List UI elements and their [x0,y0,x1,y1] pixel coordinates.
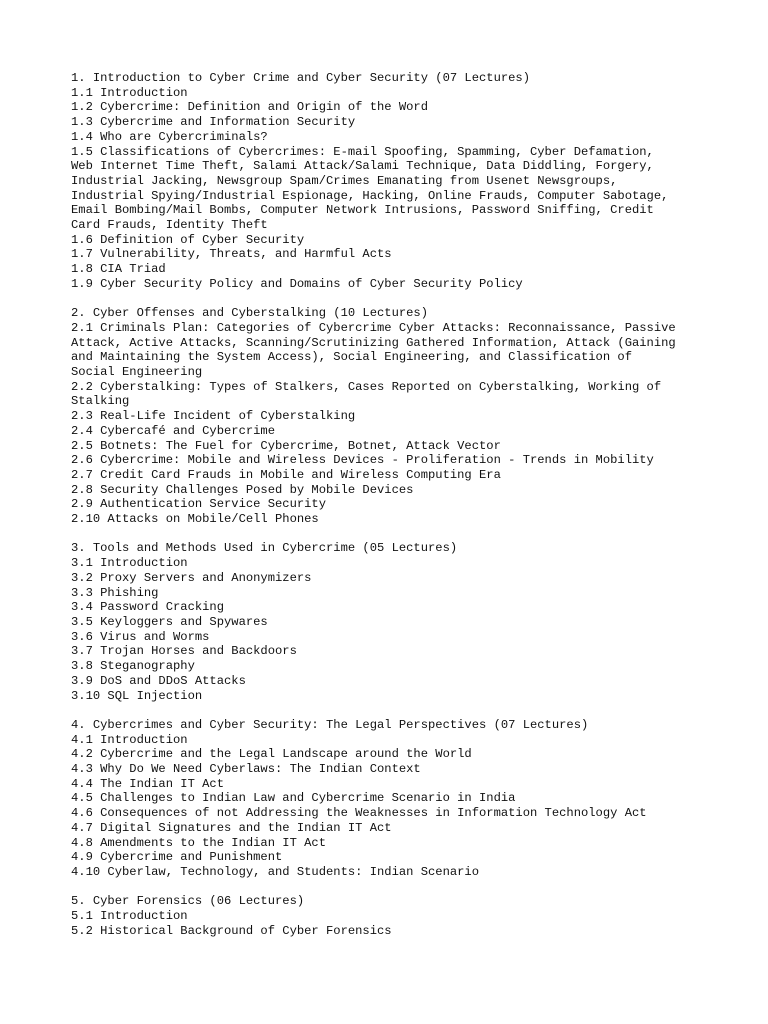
section-line: 1.3 Cybercrime and Information Security [71,115,356,130]
section-line: 3.2 Proxy Servers and Anonymizers [71,570,312,585]
section-line: 2.8 Security Challenges Posed by Mobile Devices [71,482,414,497]
section-line: 2.5 Botnets: The Fuel for Cybercrime, Botnet, Attack Vector [71,438,501,453]
section-line: 2.1 Criminals Plan: Categories of Cybercrime Cyber Attacks: Reconnaissance, Passive [71,320,676,335]
section-line: 4.9 Cybercrime and Punishment [71,850,283,865]
section-line: Email Bombing/Mail Bombs, Computer Network Intrusions, Password Sniffing, Credit [71,203,654,218]
section-line: 3.1 Introduction [71,556,188,571]
section-line: 1.1 Introduction [71,85,188,100]
section-line: 2.4 Cybercafé and Cybercrime [71,423,275,438]
section-line: and Maintaining the System Access), Social Engineering, and Classification of [71,350,632,365]
section-line: Web Internet Time Theft, Salami Attack/Salami Technique, Data Diddling, Forgery, [71,159,654,174]
section-line: 1.2 Cybercrime: Definition and Origin of the Word [71,100,428,115]
section-line: 3.7 Trojan Horses and Backdoors [71,644,297,659]
section-line: Attack, Active Attacks, Scanning/Scrutinizing Gathered Information, Attack (Gaining [71,335,676,350]
syllabus-section [71,71,711,292]
section-line: 4.8 Amendments to the Indian IT Act [71,835,326,850]
section-line: 4.4 The Indian IT Act [71,776,224,791]
syllabus-section [71,541,711,703]
section-line: 4.2 Cybercrime and the Legal Landscape around the World [71,747,472,762]
section-line: 2.6 Cybercrime: Mobile and Wireless Devices - Proliferation - Trends in Mobility [71,453,654,468]
section-line: Social Engineering [71,365,203,380]
syllabus-section [71,894,711,938]
section-heading: 2. Cyber Offenses and Cyberstalking (10 Lectures) [71,306,428,321]
section-line: 2.9 Authentication Service Security [71,497,326,512]
syllabus-document [71,71,711,953]
section-line: 3.8 Steganography [71,659,195,674]
section-line: 2.2 Cyberstalking: Types of Stalkers, Cases Reported on Cyberstalking, Working of [71,379,662,394]
section-line: 1.8 CIA Triad [71,262,166,277]
syllabus-section [71,306,711,527]
section-line: 3.10 SQL Injection [71,688,203,703]
section-line: 5.2 Historical Background of Cyber Forensics [71,923,392,938]
section-line: 3.5 Keyloggers and Spywares [71,614,268,629]
section-line: 1.5 Classifications of Cybercrimes: E-mail Spoofing, Spamming, Cyber Defamation, [71,144,654,159]
syllabus-section [71,718,711,880]
section-line: 1.6 Definition of Cyber Security [71,232,305,247]
section-heading: 1. Introduction to Cyber Crime and Cyber Security (07 Lectures) [71,71,530,85]
section-line: Card Frauds, Identity Theft [71,218,268,233]
section-heading: 5. Cyber Forensics (06 Lectures) [71,894,305,909]
section-line: 3.3 Phishing [71,585,159,600]
section-heading: 4. Cybercrimes and Cyber Security: The Legal Perspectives (07 Lectures) [71,717,589,732]
section-line: 1.7 Vulnerability, Threats, and Harmful Acts [71,247,392,262]
section-line: 4.7 Digital Signatures and the Indian IT Act [71,820,392,835]
section-line: 4.10 Cyberlaw, Technology, and Students: Indian Scenario [71,864,479,879]
section-line: 3.9 DoS and DDoS Attacks [71,673,246,688]
section-line: 4.6 Consequences of not Addressing the Weaknesses in Information Technology Act [71,806,647,821]
section-line: 4.5 Challenges to Indian Law and Cybercrime Scenario in India [71,791,516,806]
section-line: Stalking [71,394,130,409]
section-line: 2.3 Real-Life Incident of Cyberstalking [71,409,356,424]
section-line: 1.9 Cyber Security Policy and Domains of Cyber Security Policy [71,276,523,291]
section-line: 2.10 Attacks on Mobile/Cell Phones [71,512,319,527]
section-line: 2.7 Credit Card Frauds in Mobile and Wireless Computing Era [71,467,501,482]
section-line: 3.4 Password Cracking [71,600,224,615]
section-line: 4.1 Introduction [71,732,188,747]
section-line: Industrial Jacking, Newsgroup Spam/Crimes Emanating from Usenet Newsgroups, [71,173,618,188]
section-line: Industrial Spying/Industrial Espionage, Hacking, Online Frauds, Computer Sabotage, [71,188,669,203]
section-line: 3.6 Virus and Worms [71,629,210,644]
section-line: 4.3 Why Do We Need Cyberlaws: The Indian Context [71,762,421,776]
section-line: 1.4 Who are Cybercriminals? [71,129,268,144]
section-heading: 3. Tools and Methods Used in Cybercrime (05 Lectures) [71,541,458,556]
section-line: 5.1 Introduction [71,909,188,924]
